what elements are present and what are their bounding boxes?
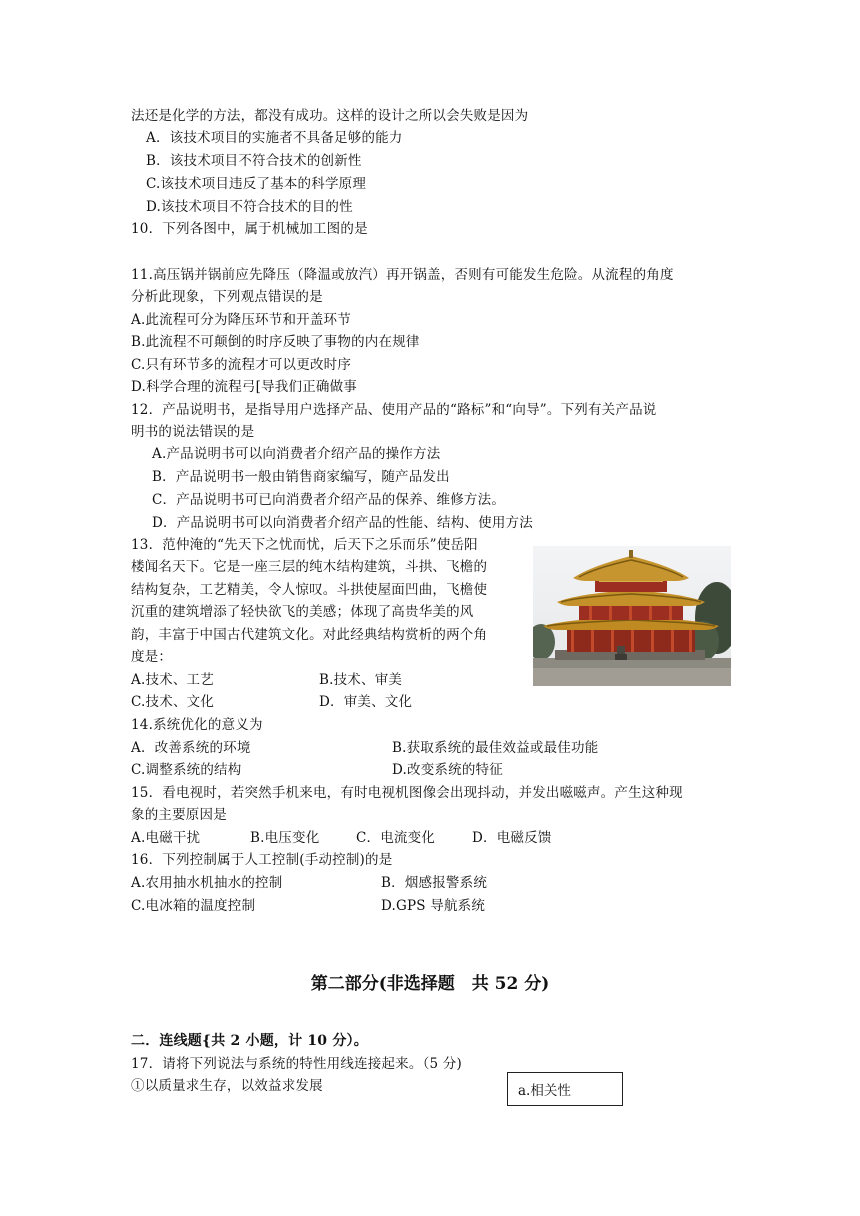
question-text: 象的主要原因是: [131, 807, 227, 823]
option-c: C．产品说明书可已向消费者介绍产品的保养、维修方法。: [152, 492, 506, 508]
option-d: D．产品说明书可以向消费者介绍产品的性能、结构、使用方法: [152, 515, 533, 531]
option-c: C.电冰箱的温度控制: [131, 898, 256, 914]
option-c: C.调整系统的结构: [131, 762, 242, 778]
question-text: 分析此现象，下列观点错误的是: [131, 289, 323, 305]
question-10: 10．下列各图中，属于机械加工图的是: [131, 221, 368, 237]
option-b: B．该技术项目不符合技术的创新性: [146, 153, 362, 169]
option-d: D.改变系统的特征: [392, 762, 503, 778]
question-text: 度是：: [131, 649, 173, 665]
question-17: 17．请将下列说法与系统的特性用线连接起来。（5 分): [131, 1056, 462, 1072]
option-d: D．审美、文化: [319, 694, 413, 710]
option-d: D.GPS 导航系统: [381, 898, 486, 914]
option-a: A.此流程可分为降压环节和开盖环节: [131, 312, 351, 328]
text-line: 法还是化学的方法，都没有成功。这样的设计之所以会失败是因为: [131, 108, 529, 124]
question-text: 15．看电视时，若突然手机来电，有时电视机图像会出现抖动，并发出嗞嗞声。产生这种现: [131, 785, 683, 801]
question-text: 韵，丰富于中国古代建筑文化。对此经典结构赏析的两个角: [131, 627, 488, 643]
question-text: 12．产品说明书，是指导用户选择产品、使用产品的“路标”和“向导”。下列有关产品说: [131, 402, 657, 418]
option-b: B．产品说明书一般由销售商家编写，随产品发出: [152, 469, 450, 485]
question-text: 明书的说法错误的是: [131, 424, 255, 440]
option-d: D.该技术项目不符合技术的目的性: [146, 199, 353, 215]
matching-box-label: a.相关性: [518, 1083, 571, 1099]
option-c: C.技术、文化: [131, 694, 215, 710]
option-a: A．改善系统的环境: [131, 740, 251, 756]
question-text: 楼闻名天下。它是一座三层的纯木结构建筑，斗拱、飞檐的: [131, 559, 488, 575]
option-a: A.电磁干扰: [131, 830, 201, 846]
option-b: B.此流程不可颠倒的时序反映了事物的内在规律: [131, 334, 420, 350]
section-title: 第二部分(非选择题 共 52 分): [310, 974, 550, 994]
option-a: A.技术、工艺: [131, 672, 214, 688]
yueyang-tower-photo: [533, 546, 731, 686]
option-a: A．该技术项目的实施者不具备足够的能力: [146, 130, 403, 146]
option-a: A.农用抽水机抽水的控制: [131, 875, 283, 891]
option-b: B.电压变化: [250, 830, 320, 846]
option-c: C．电流变化: [356, 830, 436, 846]
option-c: C.只有环节多的流程才可以更改时序: [131, 357, 352, 373]
option-b: B.获取系统的最佳效益或最佳功能: [392, 740, 599, 756]
option-b: B.技术、审美: [319, 672, 403, 688]
question-text: 沉重的建筑增添了轻快欲飞的美感；体现了高贵华美的风: [131, 604, 474, 620]
option-c: C.该技术项目违反了基本的科学原理: [146, 176, 367, 192]
question-text: 13．范仲淹的“先天下之忧而忧，后天下之乐而乐”使岳阳: [131, 537, 478, 553]
option-d: D．电磁反馈: [472, 830, 552, 846]
option-a: A.产品说明书可以向消费者介绍产品的操作方法: [152, 446, 441, 462]
option-b: B．烟感报警系统: [381, 875, 488, 891]
question-text: 结构复杂，工艺精美，令人惊叹。斗拱使屋面凹曲，飞檐使: [131, 582, 488, 598]
question-text: 11.高压锅并锅前应先降压（降温或放汽）再开锅盖，否则有可能发生危险。从流程的角度: [131, 267, 674, 283]
option-d: D.科学合理的流程弓[导我们正确做事: [131, 379, 358, 395]
matching-box: [507, 1072, 623, 1106]
statement-1: ①以质量求生存，以效益求发展: [131, 1078, 323, 1094]
question-text: 14.系统优化的意义为: [131, 717, 263, 733]
question-text: 16．下列控制属于人工控制(手动控制)的是: [131, 852, 393, 868]
section-heading: 二．连线题{共 2 小题，计 10 分）。: [131, 1033, 368, 1049]
